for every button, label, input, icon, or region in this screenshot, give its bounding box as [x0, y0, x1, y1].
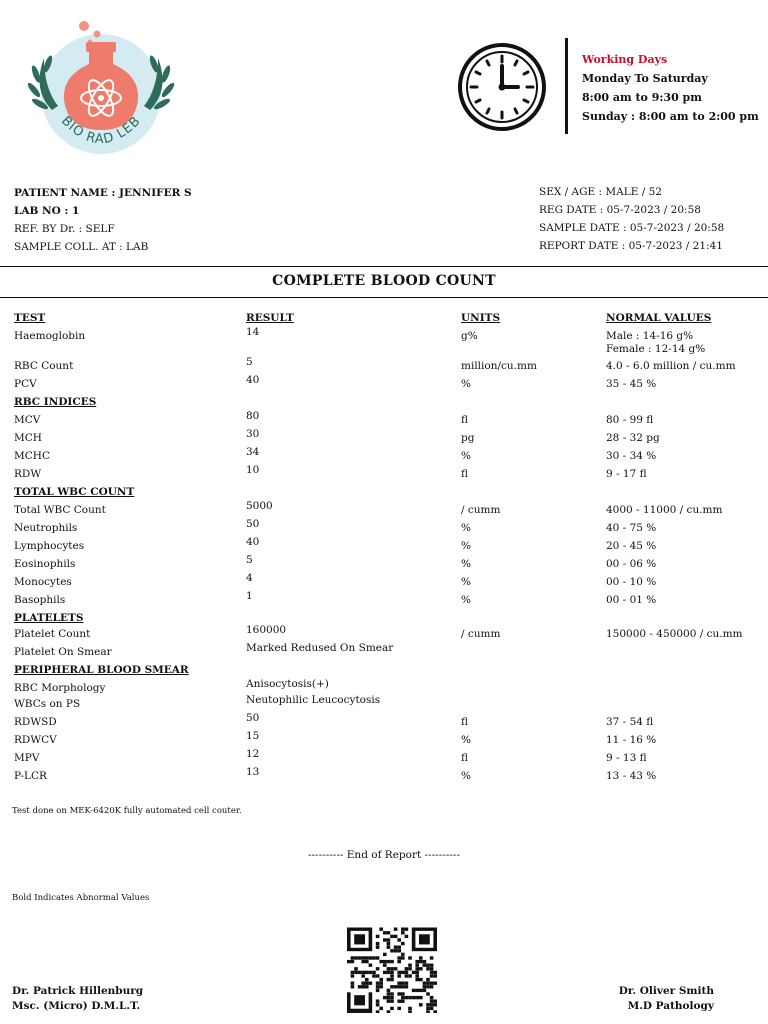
- col-normal: NORMAL VALUES: [606, 312, 712, 324]
- normal-value: 150000 - 450000 / cu.mm: [606, 628, 743, 640]
- units-value: %: [461, 540, 471, 552]
- normal-value: Male : 14-16 g%: [606, 330, 694, 342]
- section-label: PLATELETS: [14, 612, 84, 624]
- result-value: 15: [246, 730, 260, 742]
- divider-top: [0, 266, 768, 267]
- logo-text: BIO RAD LEB: [58, 113, 144, 148]
- result-value: Neutophilic Leucocytosis: [246, 694, 381, 706]
- units-value: fl: [461, 752, 469, 764]
- section-label: PERIPHERAL BLOOD SMEAR: [14, 664, 189, 676]
- report-dates: [539, 183, 724, 255]
- test-name: RDWSD: [14, 716, 57, 728]
- result-value: 14: [246, 326, 260, 338]
- result-value: 50: [246, 712, 260, 724]
- units-value: fl: [461, 716, 469, 728]
- normal-value: 80 - 99 fl: [606, 414, 654, 426]
- working-days: Monday To Saturday: [582, 72, 708, 85]
- lab-no: LAB NO : 1: [14, 205, 80, 217]
- units-value: %: [461, 378, 471, 390]
- result-value: 40: [246, 536, 260, 548]
- report-date: REPORT DATE : 05-7-2023 / 21:41: [539, 240, 723, 252]
- instrument-note: Test done on MEK-6420K fully automated cell couter.: [12, 806, 242, 816]
- doctor-right-name: Dr. Oliver Smith: [618, 985, 714, 997]
- patient-name: PATIENT NAME : JENNIFER S: [14, 187, 192, 199]
- test-name: Neutrophils: [14, 522, 78, 534]
- result-value: 160000: [246, 624, 287, 636]
- result-value: Anisocytosis(+): [246, 678, 329, 690]
- normal-value: 40 - 75 %: [606, 522, 657, 534]
- doctor-left-qual: Msc. (Micro) D.M.L.T.: [12, 1000, 141, 1012]
- units-value: / cumm: [461, 504, 501, 516]
- normal-value: 9 - 17 fl: [606, 468, 647, 480]
- units-value: %: [461, 770, 471, 782]
- normal-value: 28 - 32 pg: [606, 432, 660, 444]
- abnormal-note: Bold Indicates Abnormal Values: [12, 893, 150, 903]
- patient-info: [14, 184, 192, 256]
- test-name: RBC Count: [14, 360, 74, 372]
- result-value: 1: [246, 590, 253, 602]
- test-name: Haemoglobin: [14, 330, 86, 342]
- end-of-report: ---------- End of Report ----------: [307, 849, 461, 861]
- divider-title: [0, 297, 768, 298]
- qr-code: [345, 927, 439, 1013]
- normal-value: 30 - 34 %: [606, 450, 657, 462]
- test-name: Lymphocytes: [14, 540, 85, 552]
- ref-by: REF. BY Dr. : SELF: [14, 223, 115, 235]
- normal-value: 9 - 13 fl: [606, 752, 647, 764]
- sample-coll: SAMPLE COLL. AT : LAB: [14, 241, 149, 253]
- signature-right: [619, 984, 714, 1014]
- units-value: %: [461, 594, 471, 606]
- reg-date: REG DATE : 05-7-2023 / 20:58: [539, 204, 701, 216]
- sunday-time: Sunday : 8:00 am to 2:00 pm: [582, 110, 759, 123]
- result-value: 13: [246, 766, 260, 778]
- section-label: TOTAL WBC COUNT: [14, 486, 135, 498]
- section-label: RBC INDICES: [14, 396, 97, 408]
- test-name: MPV: [14, 752, 40, 764]
- col-result: RESULT: [246, 312, 294, 324]
- units-value: %: [461, 734, 471, 746]
- test-name: Basophils: [14, 594, 66, 606]
- result-value: 10: [246, 464, 260, 476]
- result-value: 5: [246, 356, 253, 368]
- weekday-time: 8:00 am to 9:30 pm: [582, 91, 702, 104]
- normal-value: 20 - 45 %: [606, 540, 657, 552]
- result-value: 4: [246, 572, 253, 584]
- normal-value: 11 - 16 %: [606, 734, 657, 746]
- test-name: Eosinophils: [14, 558, 76, 570]
- test-name: WBCs on PS: [14, 698, 81, 710]
- units-value: fl: [461, 468, 469, 480]
- units-value: %: [461, 576, 471, 588]
- result-value: 5000: [246, 500, 273, 512]
- working-days-heading: Working Days: [582, 53, 668, 66]
- test-name: RBC Morphology: [14, 682, 106, 694]
- normal-value: 13 - 43 %: [606, 770, 657, 782]
- test-name: RDWCV: [14, 734, 57, 746]
- test-name: RDW: [14, 468, 42, 480]
- result-value: 80: [246, 410, 260, 422]
- result-value: Marked Redused On Smear: [246, 642, 394, 654]
- units-value: pg: [461, 432, 475, 444]
- units-value: %: [461, 558, 471, 570]
- lab-logo: [22, 18, 180, 158]
- units-value: fl: [461, 414, 469, 426]
- result-value: 50: [246, 518, 260, 530]
- test-name: P-LCR: [14, 770, 47, 782]
- test-name: MCHC: [14, 450, 50, 462]
- normal-value: 4000 - 11000 / cu.mm: [606, 504, 723, 516]
- normal-value: 37 - 54 fl: [606, 716, 654, 728]
- units-value: million/cu.mm: [461, 360, 537, 372]
- col-test: TEST: [14, 312, 46, 324]
- result-value: 5: [246, 554, 253, 566]
- result-value: 30: [246, 428, 260, 440]
- units-value: / cumm: [461, 628, 501, 640]
- units-value: %: [461, 450, 471, 462]
- normal-value: 00 - 06 %: [606, 558, 657, 570]
- normal-value: 35 - 45 %: [606, 378, 657, 390]
- result-value: 12: [246, 748, 260, 760]
- clock-icon: [454, 42, 550, 132]
- normal-value: 4.0 - 6.0 million / cu.mm: [606, 360, 736, 372]
- units-value: g%: [461, 330, 478, 342]
- result-value: 34: [246, 446, 260, 458]
- test-name: Platelet On Smear: [14, 646, 112, 658]
- sample-date: SAMPLE DATE : 05-7-2023 / 20:58: [539, 222, 725, 234]
- normal-value-secondary: Female : 12-14 g%: [606, 343, 706, 355]
- test-name: Total WBC Count: [14, 504, 106, 516]
- sex-age: SEX / AGE : MALE / 52: [539, 186, 662, 198]
- test-name: MCV: [14, 414, 41, 426]
- signature-left: [12, 984, 143, 1014]
- working-hours: [582, 50, 759, 126]
- units-value: %: [461, 522, 471, 534]
- normal-value: 00 - 10 %: [606, 576, 657, 588]
- col-units: UNITS: [461, 312, 501, 324]
- header-divider: [565, 38, 568, 134]
- normal-value: 00 - 01 %: [606, 594, 657, 606]
- test-name: Platelet Count: [14, 628, 91, 640]
- test-name: PCV: [14, 378, 37, 390]
- doctor-right-qual: M.D Pathology: [627, 1000, 714, 1012]
- test-name: Monocytes: [14, 576, 72, 588]
- test-name: MCH: [14, 432, 42, 444]
- doctor-left-name: Dr. Patrick Hillenburg: [12, 985, 144, 997]
- result-value: 40: [246, 374, 260, 386]
- report-title: COMPLETE BLOOD COUNT: [272, 273, 496, 289]
